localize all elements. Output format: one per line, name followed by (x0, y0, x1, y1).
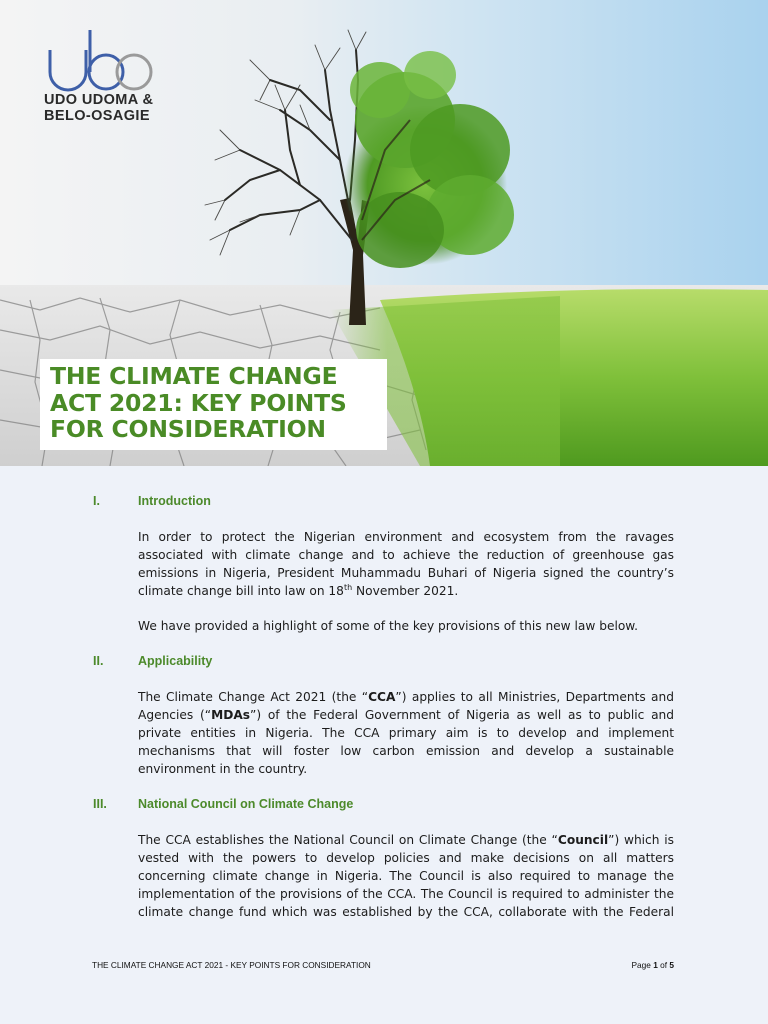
text-line: private entities in Nigeria. The CCA primary aim is to develop and implement (138, 726, 674, 740)
superscript: th (343, 583, 353, 592)
text-line: In order to protect the Nigerian environment and ecosystem from the ravages (138, 530, 674, 544)
text-line: concerning climate change in Nigeria. The Council is also required to manage the (138, 869, 674, 883)
text-line: The Climate Change Act 2021 (the “CCA”) applies to all Ministries, Departments and (138, 690, 674, 704)
text-line: The CCA establishes the National Council on Climate Change (the “Council”) which is (138, 833, 674, 847)
footer-page-number: Page 1 of 5 (631, 960, 674, 970)
section-heading-national-council: National Council on Climate Change (138, 797, 354, 811)
text-line: We have provided a highlight of some of the key provisions of this new law below. (138, 619, 639, 633)
title-line-2: ACT 2021: KEY POINTS (50, 389, 347, 417)
section-number: II. (93, 654, 104, 668)
text-line: environment in the country. (138, 762, 308, 776)
paragraph-introduction-2 (138, 617, 674, 635)
hero-banner (0, 0, 768, 466)
firm-name-line-2: BELO-OSAGIE (44, 108, 150, 124)
section-heading-applicability: Applicability (138, 654, 213, 668)
text-line: climate change fund which was established by the CCA, collaborate with the Federal (138, 905, 674, 919)
footer-document-title: THE CLIMATE CHANGE ACT 2021 - KEY POINTS FOR CONSIDERATION (92, 960, 371, 970)
paragraph-national-council (138, 831, 674, 921)
text-line: associated with climate change and to achieve the reduction of greenhouse gas (138, 548, 674, 562)
paragraph-introduction-1 (138, 528, 674, 600)
section-heading-introduction: Introduction (138, 494, 211, 508)
text-line: implementation of the provisions of the CCA. The Council is required to administer the (138, 887, 674, 901)
text-line: vested with the powers to develop policies and make decisions on all matters (138, 851, 674, 865)
text-line: mechanisms that will foster low carbon emission and develop a sustainable (138, 744, 674, 758)
firm-logo (44, 28, 194, 124)
section-number: III. (93, 797, 107, 811)
title-line-1: THE CLIMATE CHANGE (50, 362, 338, 390)
section-number: I. (93, 494, 100, 508)
text-line: climate change bill into law on 18th November 2021. (138, 583, 459, 598)
title-line-3: FOR CONSIDERATION (50, 415, 326, 443)
text-line: Agencies (“MDAs”) of the Federal Government of Nigeria as well as to public and (138, 708, 674, 722)
paragraph-applicability (138, 688, 674, 778)
text-line: emissions in Nigeria, President Muhammadu Buhari of Nigeria signed the country’s (138, 566, 674, 580)
udo-logo-rings-icon (44, 28, 154, 92)
document-title-box (40, 359, 387, 450)
firm-name-line-1: UDO UDOMA & (44, 92, 154, 108)
